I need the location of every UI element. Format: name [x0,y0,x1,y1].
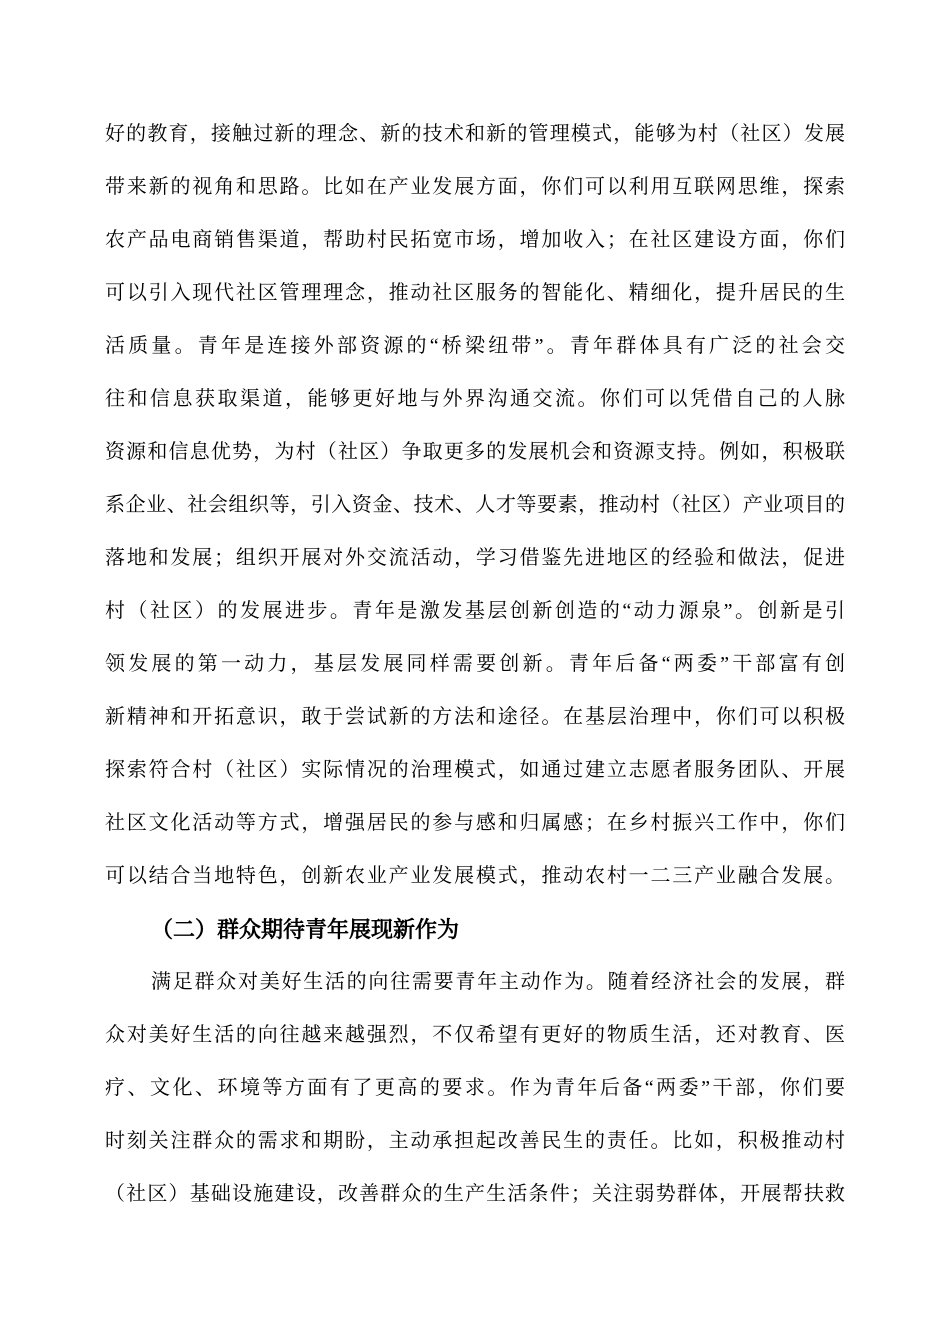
text-line: 满足群众对美好生活的向往需要青年主动作为。随着经济社会的发展，群 [151,971,845,993]
text-line: 农产品电商销售渠道，帮助村民拓宽市场，增加收入；在社区建设方面，你们 [105,229,845,251]
text-line: 领发展的第一动力，基层发展同样需要创新。青年后备“两委”干部富有创 [105,653,845,675]
text-line: 村（社区）的发展进步。青年是激发基层创新创造的“动力源泉”。创新是引 [105,600,845,622]
text-line: 社区文化活动等方式，增强居民的参与感和归属感；在乡村振兴工作中，你们 [105,812,845,834]
text-line: 疗、文化、环境等方面有了更高的要求。作为青年后备“两委”干部，你们要 [105,1077,845,1099]
text-line: 落地和发展；组织开展对外交流活动，学习借鉴先进地区的经验和做法，促进 [105,547,845,569]
document-body [105,108,845,1221]
text-line: 可以引入现代社区管理理念，推动社区服务的智能化、精细化，提升居民的生 [105,282,845,304]
text-line: 资源和信息优势，为村（社区）争取更多的发展机会和资源支持。例如，积极联 [105,441,845,463]
text-line: 可以结合当地特色，创新农业产业发展模式，推动农村一二三产业融合发展。 [105,865,845,887]
text-line: 探索符合村（社区）实际情况的治理模式，如通过建立志愿者服务团队、开展 [105,759,845,781]
text-line: 新精神和开拓意识，敢于尝试新的方法和途径。在基层治理中，你们可以积极 [105,706,845,728]
text-line: 系企业、社会组织等，引入资金、技术、人才等要素，推动村（社区）产业项目的 [105,494,845,516]
section-heading: （二）群众期待青年展现新作为 [151,917,460,942]
text-line: 时刻关注群众的需求和期盼，主动承担起改善民生的责任。比如，积极推动村 [105,1130,845,1152]
text-line: 众对美好生活的向往越来越强烈，不仅希望有更好的物质生活，还对教育、医 [105,1024,845,1046]
text-line: 好的教育，接触过新的理念、新的技术和新的管理模式，能够为村（社区）发展 [105,123,845,145]
text-line: 带来新的视角和思路。比如在产业发展方面，你们可以利用互联网思维，探索 [105,176,845,198]
text-line: （社区）基础设施建设，改善群众的生产生活条件；关注弱势群体，开展帮扶救 [105,1183,845,1205]
text-line: 活质量。青年是连接外部资源的“桥梁纽带”。青年群体具有广泛的社会交 [105,335,845,357]
text-line: 往和信息获取渠道，能够更好地与外界沟通交流。你们可以凭借自己的人脉 [105,388,845,410]
